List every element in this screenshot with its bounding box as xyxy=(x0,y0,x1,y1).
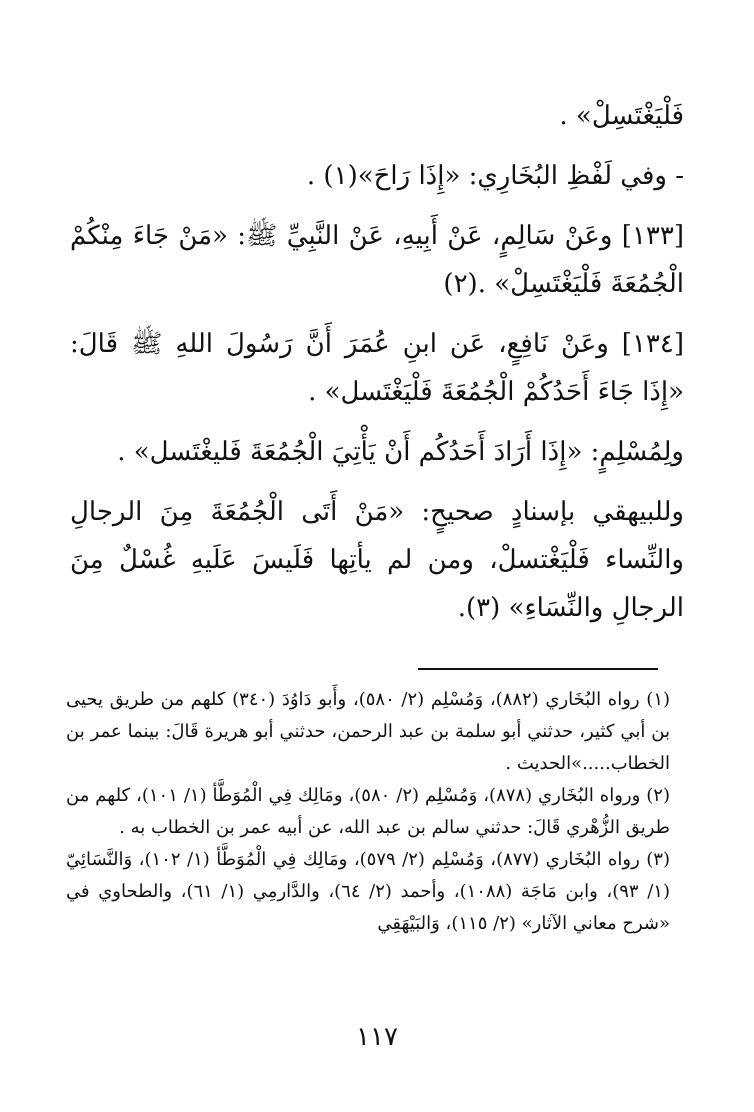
footnote-3: (٣) رواه البُخَاري (٨٧٧)، وَمُسْلِم (٢/ ٥٧٩)، ومَالِك فِي الْمُوَطَّأ (١/ ١٠٢)، وَالنَّسَائِيّ (١/ ٩٣)، وابن مَاجَة (١٠٨٨)، وأحمد (٢/ ٦٤)، والدَّارمِي (١/ ٦١)، والطحاوي في «شرح معاني الآثار» (٢/ ١١٥)، وَالبَيْهَقِي xyxy=(66,849,670,934)
paragraph-bayhaqi: وللبيهقي بإسنادٍ صحيحٍ: «مَنْ أَتَى الْجُمُعَةَ مِنَ الرجالِ والنِّساء فَلْيَغْتسلْ، ومن لم يأتِها فَلَيسَ عَلَيهِ غُسْلٌ مِنَ الرجالِ والنِّسَاءِ» (٣). xyxy=(70,497,684,623)
hadith-133: [١٣٣] وعَنْ سَالِمٍ، عَنْ أَبِيهِ، عَنْ النَّبِيِّ ﷺ: «مَنْ جَاءَ مِنْكُمْ الْجُمُعَةَ فَلْيَغْتَسِلْ» .(٢) xyxy=(70,221,684,299)
page-number: ١١٧ xyxy=(356,1022,398,1052)
footnotes xyxy=(66,684,670,940)
paragraph-1: فَلْيَغْتَسِلْ» . xyxy=(559,101,684,131)
footnote-divider xyxy=(418,668,658,670)
footnote-1: (١) رواه البُخَاري (٨٨٢)، وَمُسْلِم (٢/ ٥٨٠)، وأَبو دَاوُدَ (٣٤٠) كلهم من طريق يحيى بن أبي كثير، حدثني أبو سلمة بن عبد الرحمن، حدثني أبو هريرة قَالَ: بينما عمر بن الخطاب.....»الحديث . xyxy=(66,689,671,774)
paragraph-2: - وفي لَفْظِ البُخَارِي: «إِذَا رَاحَ»(١) . xyxy=(306,161,684,191)
footnote-2: (٢) ورواه البُخَاري (٨٧٨)، وَمُسْلِم (٢/ ٥٨٠)، ومَالِك فِي الْمُوَطَّأ (١/ ١٠١)، كلهم من طريق الزُّهْري قَالَ: حدثني سالم بن عبد الله، عن أبيه عمر بن الخطاب به . xyxy=(66,785,670,838)
main-text xyxy=(70,92,684,644)
hadith-134: [١٣٤] وعَنْ نَافِعٍ، عَن ابنِ عُمَرَ أَنَّ رَسُولَ اللهِ ﷺ قَالَ: «إِذَا جَاءَ أَحَدُكُمْ الْجُمُعَةَ فَلْيَغْتَسل» . xyxy=(70,329,684,407)
paragraph-muslim: ولِمُسْلِمٍ: «إِذَا أَرَادَ أَحَدُكُم أَنْ يَأْتِيَ الْجُمُعَةَ فَليغْتَسل» . xyxy=(117,437,684,467)
